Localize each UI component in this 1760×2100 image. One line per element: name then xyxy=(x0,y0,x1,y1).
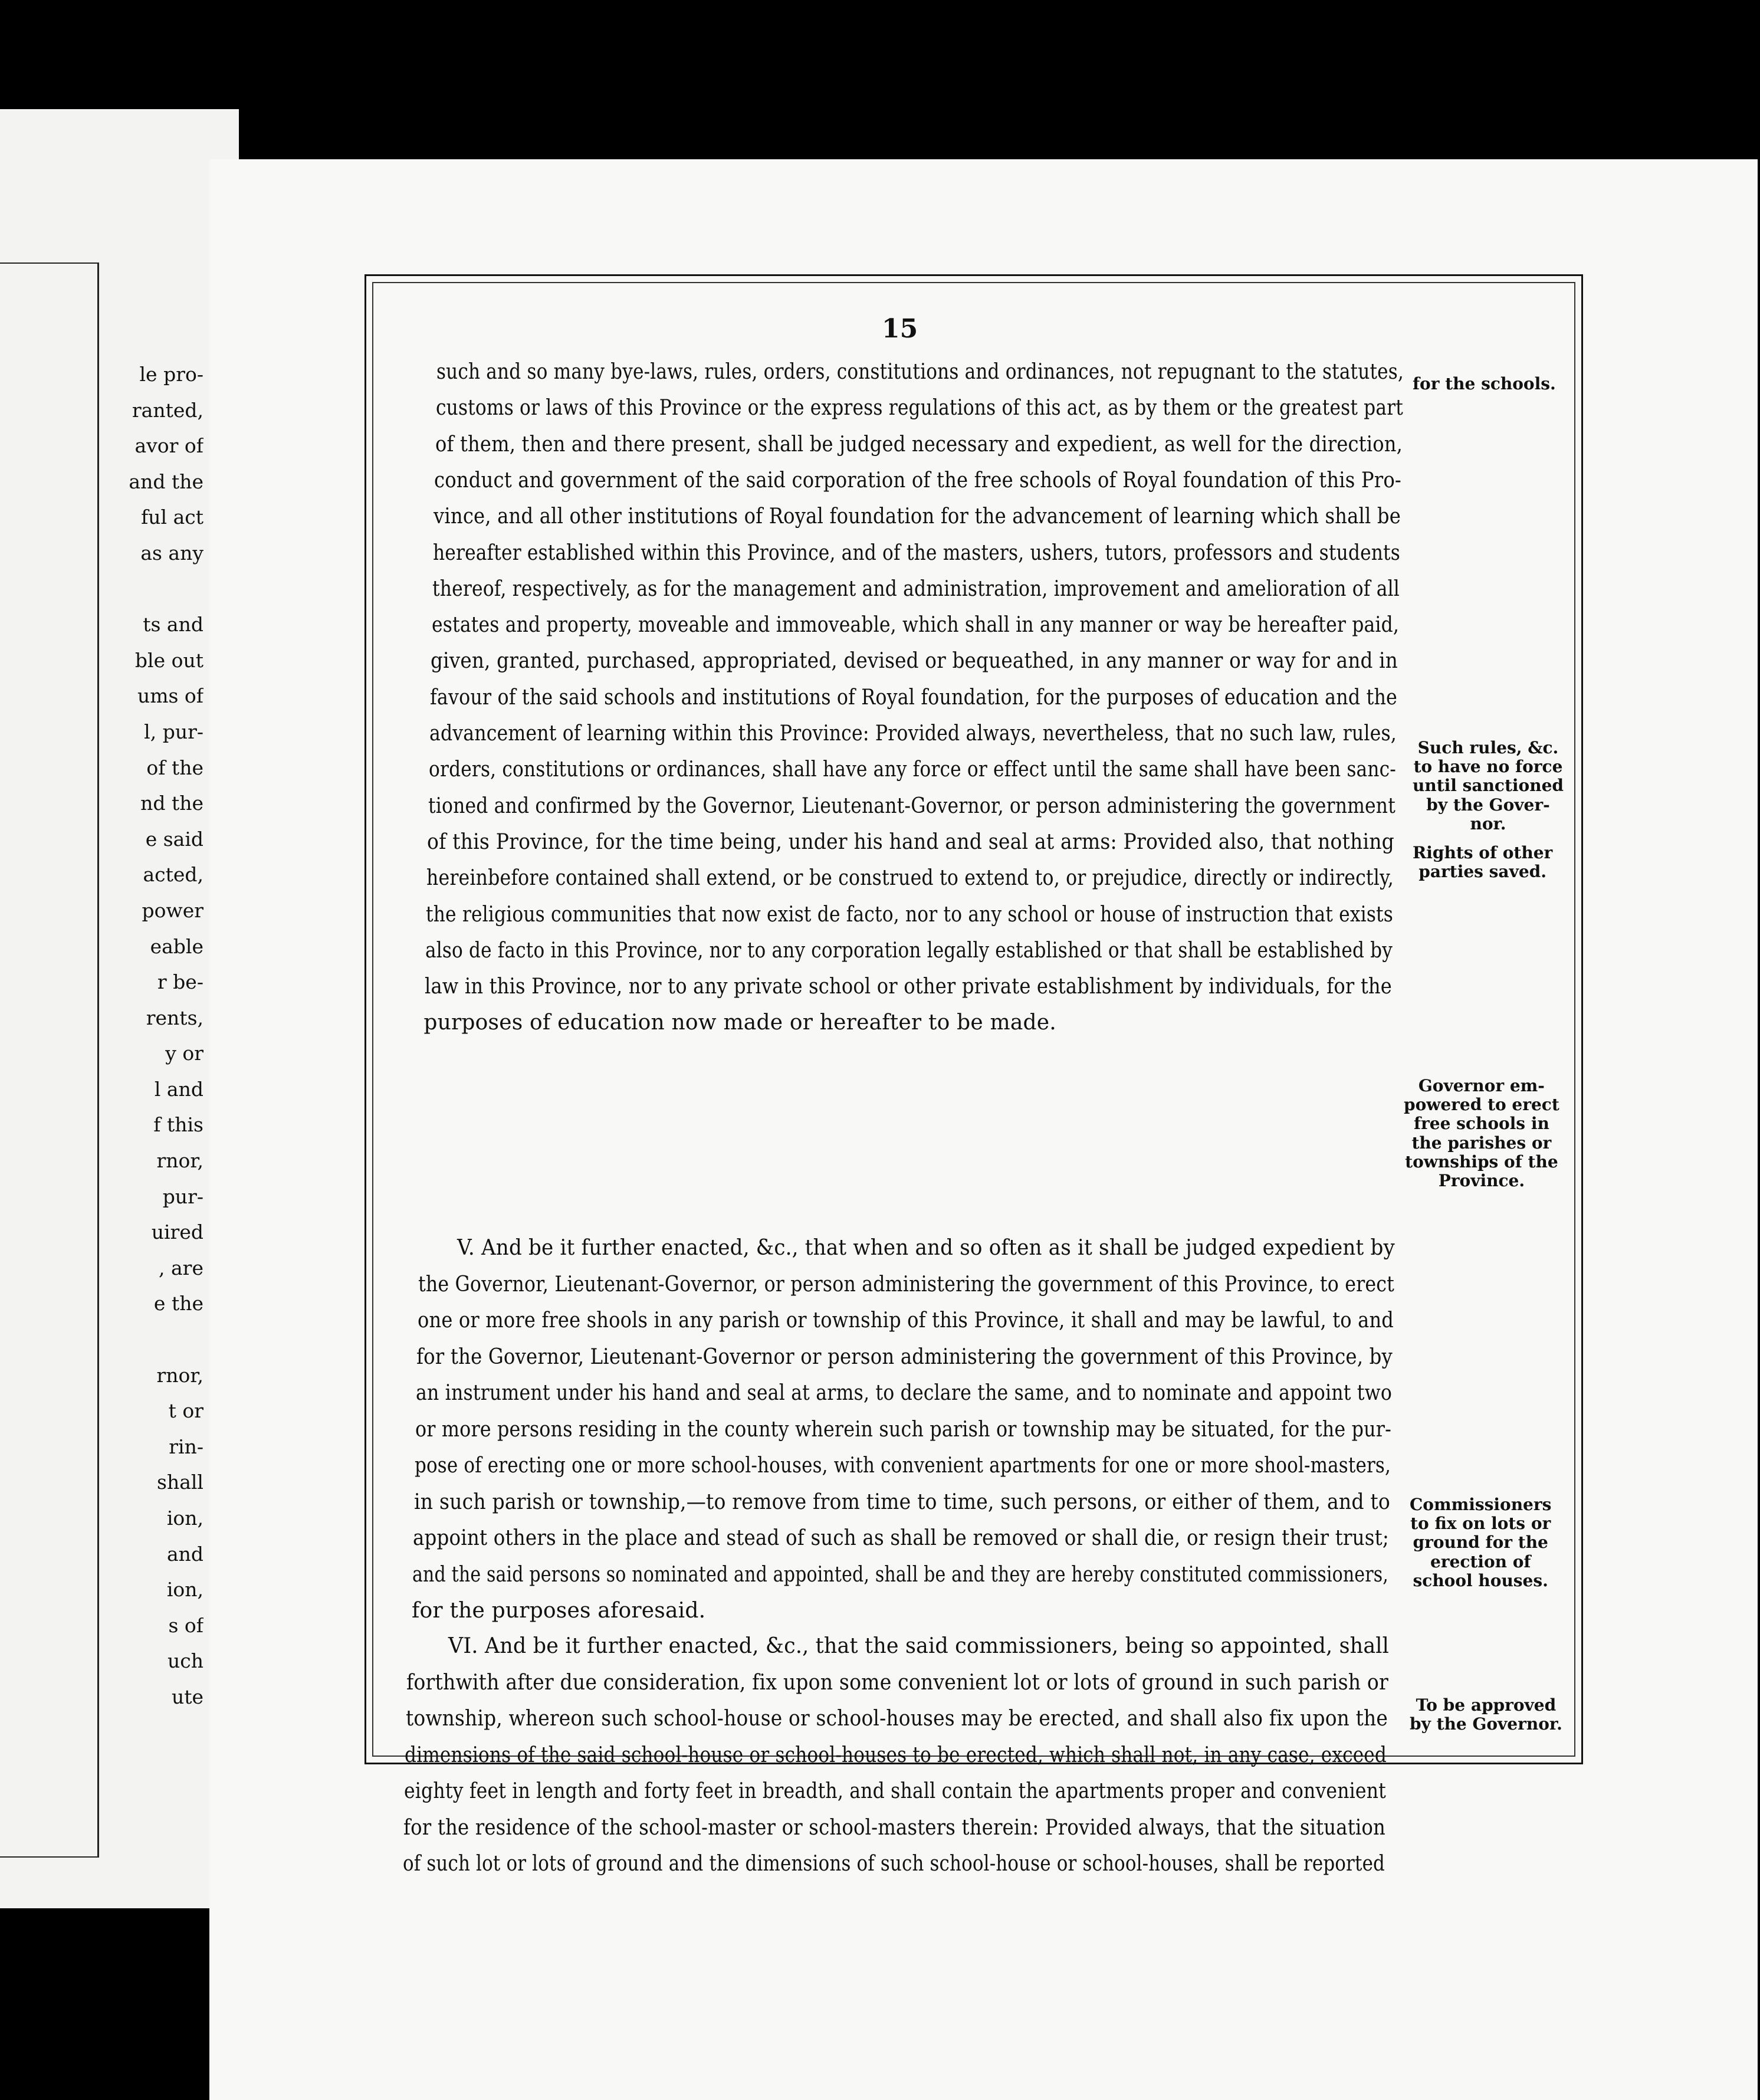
text-line: an instrument under his hand and seal at arms, to declare the same, and to nominate and appoint two xyxy=(416,1381,1393,1405)
previous-page-line: uch xyxy=(168,1649,203,1673)
previous-page-line: and xyxy=(166,1542,203,1566)
previous-page-line: f this xyxy=(153,1113,203,1137)
previous-page-line: avor of xyxy=(134,434,203,458)
previous-page-line xyxy=(127,1322,203,1358)
text-line: one or more free shools in any parish or township of this Province, it shall and may be lawful, to and xyxy=(417,1308,1394,1333)
previous-page-text xyxy=(127,357,203,1715)
text-line: of them, then and there present, shall be judged necessary and expedient, as well for the direction, xyxy=(435,432,1403,457)
text-line: given, granted, purchased, appropriated, devised or bequeathed, in any manner or way for and in xyxy=(431,649,1398,674)
margin-note: To be approved by the Governor. xyxy=(1410,1695,1562,1734)
text-line: estates and property, moveable and immoveable, which shall in any manner or way be hereafter paid, xyxy=(431,613,1399,638)
margin-note: for the schools. xyxy=(1413,374,1556,393)
text-line: conduct and government of the said corporation of the free schools of Royal foundation of this Pro- xyxy=(434,468,1402,493)
previous-page-line: and the xyxy=(129,470,203,493)
previous-page-border xyxy=(0,262,99,1858)
text-line: also de facto in this Province, nor to any corporation legally established or that shall be established by xyxy=(425,938,1393,963)
previous-page-line: e the xyxy=(153,1292,203,1315)
previous-page-line: y or xyxy=(165,1042,203,1065)
previous-page-line: t or xyxy=(168,1399,203,1423)
previous-page-line: ble out xyxy=(134,648,203,672)
text-line: appoint others in the place and stead of such as shall be removed or shall die, or resign their trust; xyxy=(413,1526,1390,1550)
text-line: and the said persons so nominated and appointed, shall be and they are hereby constituted commissioners, xyxy=(412,1562,1389,1587)
previous-page-line: rents, xyxy=(146,1006,203,1029)
text-line: for the residence of the school-master or school-masters therein: Provided always, that the situation xyxy=(403,1815,1385,1840)
text-line: for the Governor, Lieutenant-Governor or person administering the government of this Province, by xyxy=(416,1344,1393,1369)
previous-page-line: l and xyxy=(154,1077,203,1101)
text-line: the Governor, Lieutenant-Governor, or person administering the government of this Province, to erect xyxy=(418,1272,1394,1297)
previous-page-line: acted, xyxy=(143,863,203,887)
text-line: hereafter established within this Province, and of the masters, ushers, tutors, professors and students xyxy=(433,540,1400,565)
margin-note: Such rules, &c. to have no force until sanctioned by the Gover- nor. xyxy=(1413,738,1564,834)
text-line: dimensions of the said school-house or school-houses to be erected, which shall not, in any case, exceed xyxy=(405,1743,1387,1767)
previous-page-fragment xyxy=(0,109,239,1908)
previous-page-line: e said xyxy=(145,827,203,851)
previous-page-line: as any xyxy=(140,541,203,565)
text-line: hereinbefore contained shall extend, or be construed to extend to, or prejudice, directly or indirectly, xyxy=(426,866,1394,891)
previous-page-line: le pro- xyxy=(139,363,203,386)
previous-page-line: ion, xyxy=(166,1578,203,1602)
text-line: in such parish or township,—to remove from time to time, such persons, or either of them, and to xyxy=(413,1489,1390,1514)
page-number: 15 xyxy=(882,314,918,344)
previous-page-line: nd the xyxy=(140,792,203,815)
previous-page-line: rnor, xyxy=(156,1149,203,1173)
text-line: tioned and confirmed by the Governor, Lieutenant-Governor, or person administering the government xyxy=(428,793,1395,818)
previous-page-line: r be- xyxy=(157,970,203,994)
text-line: favour of the said schools and institutions of Royal foundation, for the purposes of education and the xyxy=(430,685,1398,710)
previous-page-line: eable xyxy=(150,934,203,958)
previous-page-line: ums of xyxy=(137,684,203,708)
text-line: or more persons residing in the county wherein such parish or township may be situated, for the pur- xyxy=(415,1417,1391,1442)
previous-page-line: shall xyxy=(157,1471,203,1494)
document-page xyxy=(209,159,1758,2100)
previous-page-line: rin- xyxy=(169,1435,203,1458)
previous-page-line: rnor, xyxy=(156,1363,203,1387)
previous-page-line: pur- xyxy=(162,1184,203,1208)
previous-page-line: l, pur- xyxy=(144,720,203,743)
previous-page-line: ion, xyxy=(166,1507,203,1530)
previous-page-line: ute xyxy=(171,1685,203,1708)
text-line: customs or laws of this Province or the express regulations of this act, as by them or the greatest part xyxy=(435,396,1403,421)
previous-page-line: ful act xyxy=(141,506,203,529)
text-line: township, whereon such school-house or school-houses may be erected, and shall also fix upon the xyxy=(405,1707,1388,1731)
previous-page-line: ts and xyxy=(143,613,203,636)
text-line: thereof, respectively, as for the management and administration, improvement and amelioration of all xyxy=(432,576,1400,601)
text-line: law in this Province, nor to any private school or other private establishment by individuals, for the xyxy=(424,974,1392,999)
previous-page-line xyxy=(127,572,203,608)
margin-note: Governor em- powered to erect free schools in the parishes or townships of the Province. xyxy=(1404,1076,1559,1190)
previous-page-line: ranted, xyxy=(132,398,203,422)
margin-note: Commissioners to fix on lots or ground for the erection of school houses. xyxy=(1410,1495,1552,1590)
text-line: orders, constitutions or ordinances, shall have any force or effect until the same shall have been sanc- xyxy=(428,757,1396,782)
text-line: such and so many bye-laws, rules, orders, constitutions and ordinances, not repugnant to the statutes, xyxy=(436,360,1404,384)
text-line: pose of erecting one or more school-houses, with convenient apartments for one or more shool-masters, xyxy=(414,1453,1391,1478)
text-line: vince, and all other institutions of Royal foundation for the advancement of learning which shall be xyxy=(434,504,1401,529)
previous-page-line: power xyxy=(142,898,203,922)
margin-note: Rights of other parties saved. xyxy=(1413,843,1553,882)
text-line: of this Province, for the time being, under his hand and seal at arms: Provided also, that nothing xyxy=(427,829,1395,854)
text-line: of such lot or lots of ground and the dimensions of such school-house or school-houses, shall be reported xyxy=(402,1852,1385,1876)
text-line: purposes of education now made or hereafter to be made. xyxy=(423,1010,1056,1035)
previous-page-line: uired xyxy=(151,1220,203,1244)
text-line: forthwith after due consideration, fix upon some convenient lot or lots of ground in such parish or xyxy=(406,1670,1388,1695)
text-line: advancement of learning within this Province: Provided always, nevertheless, that no such law, rules, xyxy=(429,721,1397,746)
text-line: eighty feet in length and forty feet in breadth, and shall contain the apartments proper and convenient xyxy=(404,1779,1387,1803)
text-line: VI. And be it further enacted, &c., that the said commissioners, being so appointed, shall xyxy=(448,1634,1389,1658)
text-line: V. And be it further enacted, &c., that when and so often as it shall be judged expedient by xyxy=(457,1236,1395,1260)
previous-page-line: , are xyxy=(159,1256,203,1279)
previous-page-line: of the xyxy=(146,756,203,779)
previous-page-line: s of xyxy=(168,1613,203,1637)
text-line: for the purposes aforesaid. xyxy=(412,1599,706,1623)
text-line: the religious communities that now exist de facto, nor to any school or house of instruction that exists xyxy=(426,902,1393,927)
